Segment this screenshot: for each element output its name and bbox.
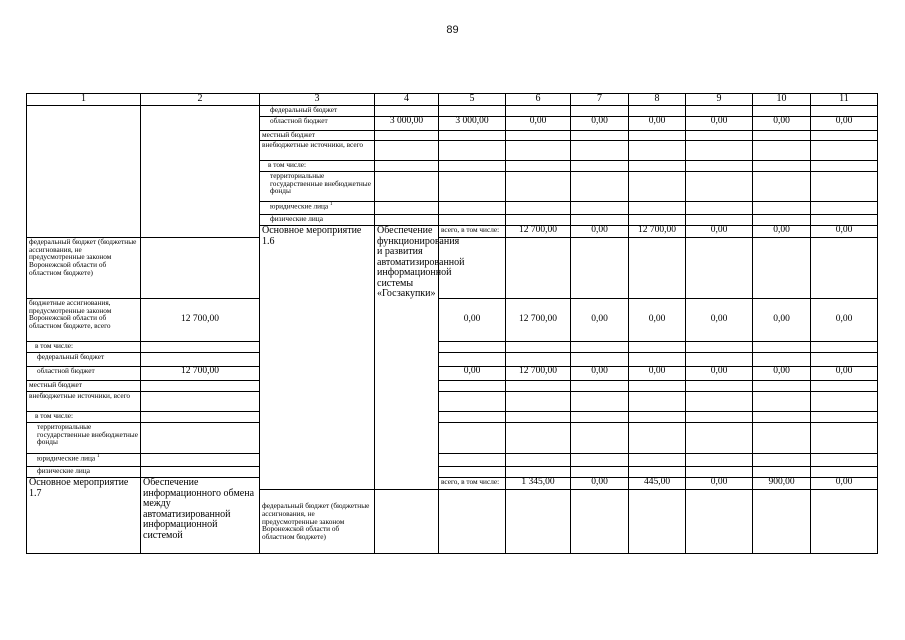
value-cell: 12 700,00: [506, 367, 571, 381]
source-label: федеральный бюджет (бюджетные ассигнования, не предусмотренные законом Воронежской области об областном бюджете): [27, 238, 141, 299]
source-label: федеральный бюджет: [27, 353, 141, 367]
table-row: [27, 423, 878, 454]
value-cell: 0,00: [811, 226, 878, 238]
source-label: физические лица: [27, 467, 141, 478]
activity-name-cell: [27, 106, 141, 238]
value-cell: 0,00: [629, 299, 686, 342]
value-cell: 0,00: [753, 299, 811, 342]
value-cell: 0,00: [686, 367, 753, 381]
value-cell: 3 000,00: [439, 117, 506, 131]
value-cell: 0,00: [686, 299, 753, 342]
column-header: 4: [375, 94, 439, 106]
value-cell: 0,00: [753, 226, 811, 238]
value-cell: 0,00: [753, 367, 811, 381]
column-header: 10: [753, 94, 811, 106]
table-row: [27, 467, 878, 478]
source-label: физические лица: [260, 215, 375, 226]
source-label: местный бюджет: [27, 381, 141, 392]
source-label: всего, в том числе:: [439, 226, 506, 238]
table-row: [27, 412, 878, 423]
source-label: в том числе:: [260, 161, 375, 172]
footnote-mark: 1: [96, 454, 100, 459]
source-label: местный бюджет: [260, 131, 375, 141]
table-row: [27, 299, 878, 342]
source-label: областной бюджет: [27, 367, 141, 381]
column-header: 5: [439, 94, 506, 106]
table-row: [27, 478, 878, 490]
value-cell: 12 700,00: [629, 226, 686, 238]
source-label: всего, в том числе:: [439, 478, 506, 490]
page-number: 89: [446, 24, 459, 36]
value-cell: 0,00: [686, 478, 753, 490]
source-label: внебюджетные источники, всего: [27, 392, 141, 412]
table-row: [27, 367, 878, 381]
value-cell: 0,00: [686, 117, 753, 131]
activity-name: Основное мероприятие 1.6: [260, 226, 375, 490]
table-row: [27, 106, 878, 117]
value-cell: 0,00: [686, 226, 753, 238]
column-header: 7: [571, 94, 629, 106]
value-cell: 0,00: [811, 478, 878, 490]
value-cell: 0,00: [571, 117, 629, 131]
value-cell: 1 345,00: [506, 478, 571, 490]
source-label: [27, 454, 141, 467]
value-cell: 0,00: [439, 299, 506, 342]
value-cell: 3 000,00: [375, 117, 439, 131]
value-cell: 0,00: [439, 367, 506, 381]
table-row: [27, 454, 878, 467]
value-cell: 900,00: [753, 478, 811, 490]
activity-name: Основное мероприятие 1.7: [27, 478, 141, 554]
table-row: [27, 342, 878, 353]
source-label-text: юридические лица: [270, 201, 329, 211]
value-cell: 12 700,00: [141, 367, 260, 381]
column-header: 3: [260, 94, 375, 106]
header-row: [27, 94, 878, 106]
column-header: 2: [141, 94, 260, 106]
source-label: [260, 202, 375, 215]
value-cell: 0,00: [571, 367, 629, 381]
value-cell: 0,00: [811, 367, 878, 381]
column-header: 6: [506, 94, 571, 106]
source-label: территориальные государственные внебюджетные фонды: [27, 423, 141, 454]
value-cell: 0,00: [571, 226, 629, 238]
source-label: внебюджетные источники, всего: [260, 141, 375, 161]
column-header: 1: [27, 94, 141, 106]
value-cell: 0,00: [571, 478, 629, 490]
value-cell: 0,00: [629, 117, 686, 131]
value-cell: 0,00: [571, 299, 629, 342]
table-row: [27, 392, 878, 412]
value-cell: 445,00: [629, 478, 686, 490]
source-label: федеральный бюджет (бюджетные ассигнования, не предусмотренные законом Воронежской области об областном бюджете): [260, 490, 375, 554]
footnote-mark: 1: [329, 202, 333, 207]
activity-description: Обеспечение функционирования и развития автоматизированной информационной системы «Госзакупки»: [375, 226, 439, 490]
table-row: [27, 381, 878, 392]
value-cell: 0,00: [811, 299, 878, 342]
source-label: в том числе:: [27, 342, 141, 353]
value-cell: 0,00: [506, 117, 571, 131]
column-header: 9: [686, 94, 753, 106]
source-label: областной бюджет: [260, 117, 375, 131]
value-cell: 12 700,00: [506, 299, 571, 342]
value-cell: 0,00: [629, 367, 686, 381]
value-cell: 12 700,00: [141, 299, 260, 342]
value-cell: 0,00: [811, 117, 878, 131]
value-cell: 0,00: [753, 117, 811, 131]
activity-description: Обеспечение информационного обмена между автоматизированной информационной системой: [141, 478, 260, 554]
source-label: территориальные государственные внебюджетные фонды: [260, 172, 375, 202]
column-header: 8: [629, 94, 686, 106]
table-row: [27, 353, 878, 367]
activity-description-cell: [141, 106, 260, 238]
value-cell: 12 700,00: [506, 226, 571, 238]
source-label: федеральный бюджет: [260, 106, 375, 117]
budget-table: [26, 93, 878, 554]
column-header: 11: [811, 94, 878, 106]
source-label: бюджетные ассигнования, предусмотренные законом Воронежской области об областном бюджете, всего: [27, 299, 141, 342]
source-label-text: юридические лица: [37, 453, 96, 463]
source-label: в том числе:: [27, 412, 141, 423]
